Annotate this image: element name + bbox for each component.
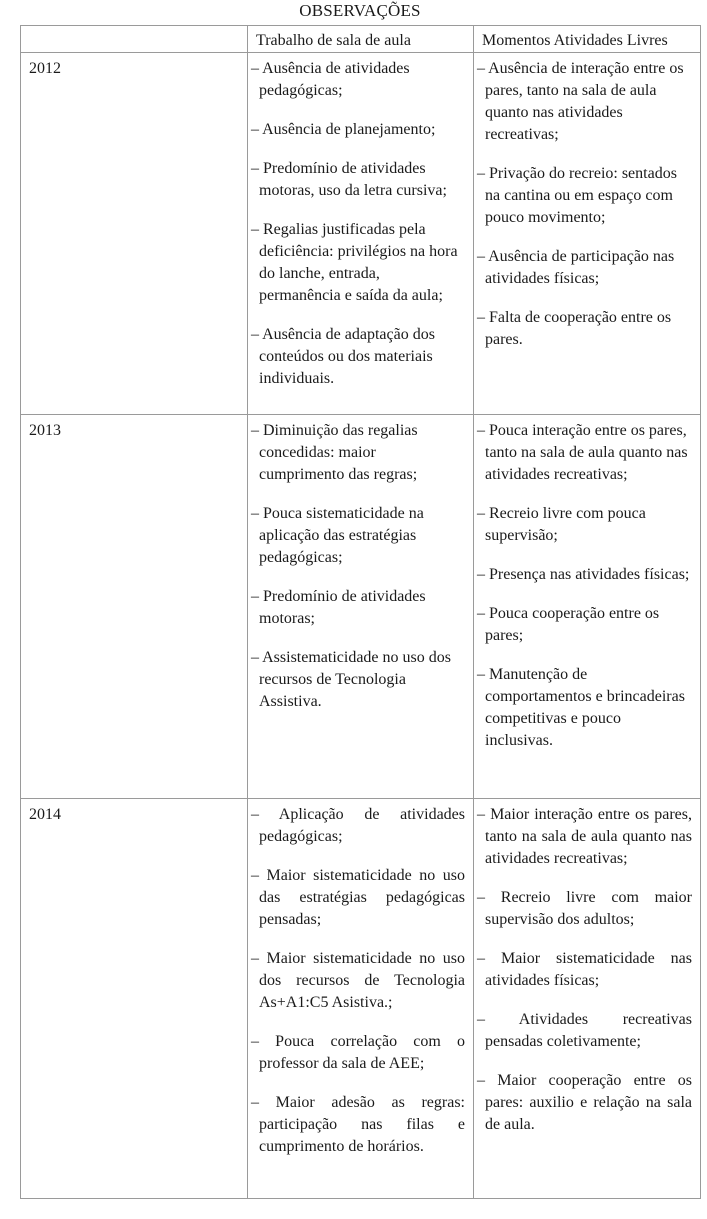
header-livres-label: Momentos Atividades Livres: [482, 32, 668, 49]
list-item: – Atividades recreativas pensadas coletivamente;: [477, 1011, 692, 1050]
year-cell: [21, 53, 248, 415]
list-item: – Maior adesão as regras: participação nas filas e cumprimento de horários.: [251, 1094, 465, 1155]
list-item: – Ausência de planejamento;: [251, 121, 436, 138]
header-cell-year: [21, 26, 248, 53]
list-item: – Maior interação entre os pares, tanto na sala de aula quanto nas atividades recreativas;: [477, 806, 692, 867]
livres-cell: [474, 799, 701, 1199]
livres-cell: [474, 415, 701, 799]
header-sala-label: Trabalho de sala de aula: [256, 32, 411, 49]
list-item: – Pouca interação entre os pares, tanto na sala de aula quanto nas atividades recreativas;: [477, 422, 688, 483]
list-item: – Pouca correlação com o professor da sala de AEE;: [251, 1033, 465, 1072]
list-item: – Pouca cooperação entre os pares;: [477, 605, 660, 644]
list-item: – Ausência de interação entre os pares, tanto na sala de aula quanto nas atividades recreativas;: [477, 60, 684, 143]
list-item: – Ausência de participação nas atividades físicas;: [477, 248, 675, 287]
list-item: – Ausência de adaptação dos conteúdos ou dos materiais individuais.: [251, 326, 435, 387]
livres-cell: [474, 53, 701, 415]
table-row: [21, 799, 701, 1199]
sala-cell: [248, 415, 474, 799]
year-label: 2013: [29, 422, 61, 439]
list-item: – Maior sistematicidade no uso das estratégias pedagógicas pensadas;: [251, 867, 465, 928]
list-item: – Aplicação de atividades pedagógicas;: [251, 806, 465, 845]
sala-cell: [248, 799, 474, 1199]
table-title: OBSERVAÇÕES: [299, 1, 421, 20]
observations-table: [20, 25, 701, 1199]
year-label: 2012: [29, 60, 61, 77]
list-item: – Pouca sistematicidade na aplicação das estratégias pedagógicas;: [251, 505, 424, 566]
list-item: – Diminuição das regalias concedidas: maior cumprimento das regras;: [251, 422, 418, 483]
table-row: [21, 415, 701, 799]
list-item: – Privação do recreio: sentados na cantina ou em espaço com pouco movimento;: [477, 165, 677, 226]
list-item: – Predomínio de atividades motoras, uso da letra cursiva;: [251, 160, 447, 199]
header-row: [21, 26, 701, 53]
sala-cell: [248, 53, 474, 415]
list-item: – Assistematicidade no uso dos recursos de Tecnologia Assistiva.: [251, 649, 451, 710]
list-item: – Presença nas atividades físicas;: [477, 566, 690, 583]
list-item: – Recreio livre com pouca supervisão;: [477, 505, 646, 544]
list-item: – Recreio livre com maior supervisão dos adultos;: [477, 889, 692, 928]
year-cell: [21, 415, 248, 799]
list-item: – Regalias justificadas pela deficiência: privilégios na hora do lanche, entrada, permanência e saída da aula;: [251, 221, 458, 304]
header-cell-sala: [248, 26, 474, 53]
list-item: – Maior cooperação entre os pares: auxilio e relação na sala de aula.: [477, 1072, 692, 1133]
header-cell-livres: [474, 26, 701, 53]
year-cell: [21, 799, 248, 1199]
list-item: – Manutenção de comportamentos e brincadeiras competitivas e pouco inclusivas.: [477, 666, 685, 749]
list-item: – Maior sistematicidade no uso dos recursos de Tecnologia As+A1:C5 Asistiva.;: [251, 950, 465, 1011]
table-row: [21, 53, 701, 415]
list-item: – Ausência de atividades pedagógicas;: [251, 60, 410, 99]
list-item: – Predomínio de atividades motoras;: [251, 588, 426, 627]
list-item: – Falta de cooperação entre os pares.: [477, 309, 672, 348]
year-label: 2014: [29, 806, 61, 823]
list-item: – Maior sistematicidade nas atividades físicas;: [477, 950, 692, 989]
